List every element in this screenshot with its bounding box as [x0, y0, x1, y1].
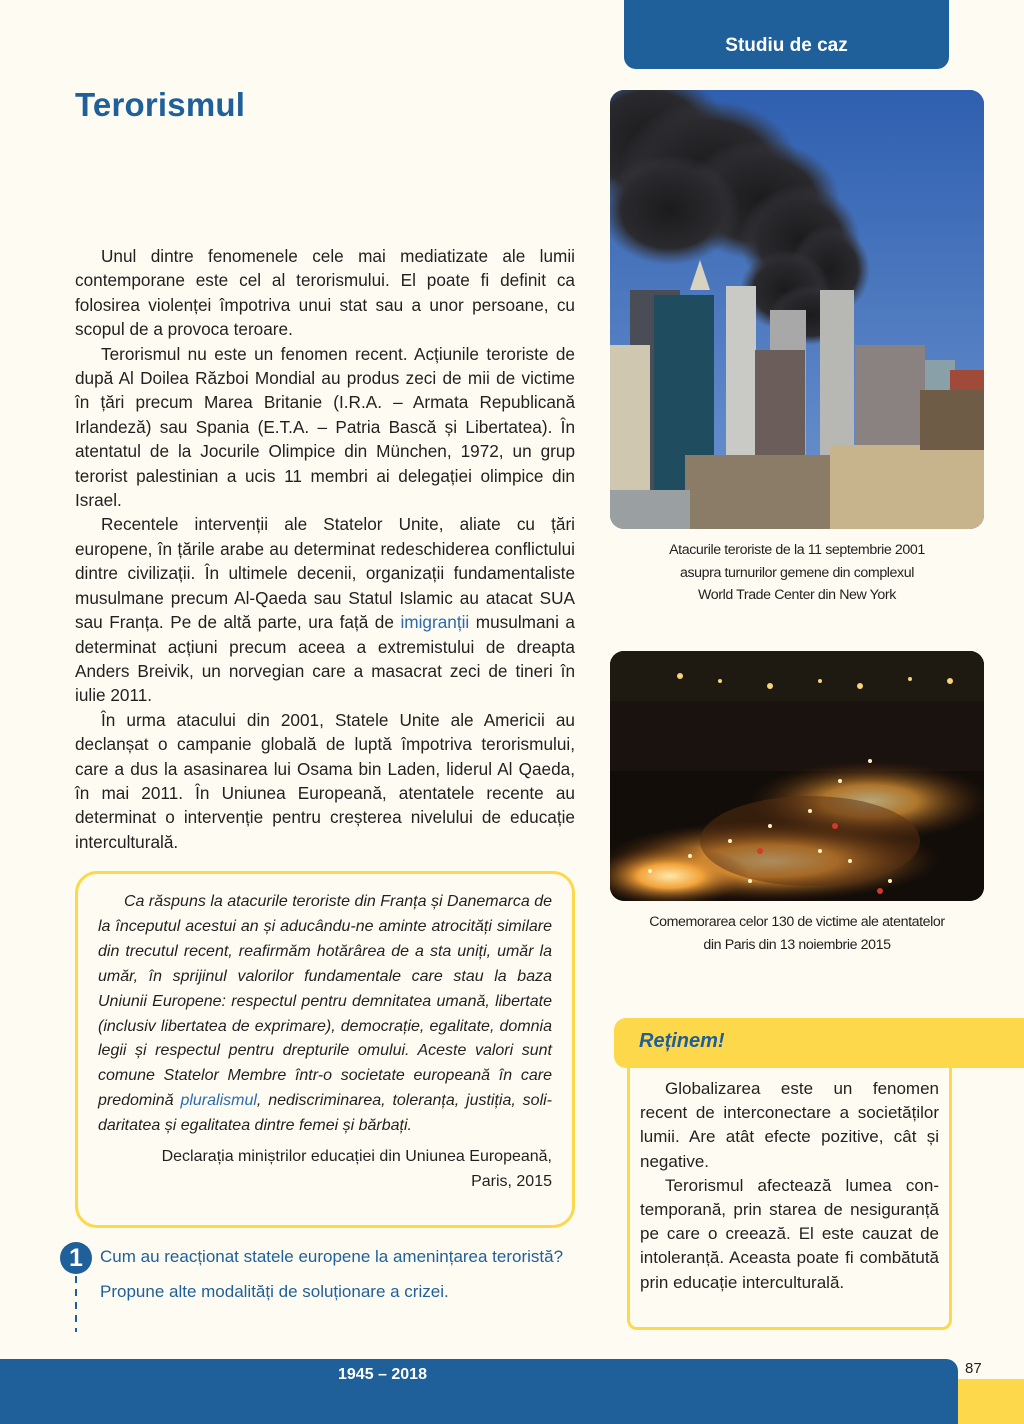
- photo-paris-memorial: [610, 651, 984, 901]
- retinem-title: Reținem!: [639, 1030, 725, 1052]
- glossary-term-imigrantii[interactable]: imigranții: [400, 612, 470, 633]
- paragraph: Unul dintre fenomenele cele mai mediatizate ale lumii contemporane este cel al terorismului. El poate fi definit ca folosirea violenței împotriva unui stat sau a unor persoane, cu scopul de a provoca teroare.: [75, 246, 575, 340]
- glossary-term-pluralismul[interactable]: pluralismul: [180, 1092, 257, 1110]
- page-number: 87: [965, 1360, 982, 1377]
- footer-period: 1945 – 2018: [338, 1366, 427, 1383]
- quote-source: Declarația miniștrilor educației din Uniunea Europeană, Paris, 2015: [161, 1148, 552, 1190]
- photo-caption: Comemorarea celor 130 de victime ale atentatelor din Paris din 13 noiembrie 2015: [649, 914, 945, 953]
- footer-accent: [958, 1379, 1024, 1424]
- section-tab-label: Studiu de caz: [725, 35, 848, 56]
- paragraph: În urma atacului din 2001, Statele Unite ale Americii au declanșat o campanie globală de luptă împotriva terorismului, care a dus la asasinarea lui Osama bin Laden, liderul Al Qaeda, în mai 2011. În Uniunea Europeană, atentatele recente au determinat o intervenție pentru creșterea nivelului de educație interculturală.: [75, 709, 575, 852]
- wtc-photo-illustration: [610, 90, 984, 529]
- paragraph: Terorismul nu este un fenomen recent. Acțiunile teroriste de după Al Doilea Război Mondial au produs zeci de mii de victime în țări precum Marea Britanie (I.R.A. – Armata Republicană Irlandeză) sau Spania (E.T.A. – Patria Bască și Libertatea). În atentatul de la Jocurile Olimpice din München, 1972, un grup terorist palestinian a ucis 11 membri ai delegației olimpice din Israel.: [75, 343, 575, 511]
- retinem-paragraph: Terorismul afectează lumea contemporană, prin starea de nesiguranță pe care o creează. El este cauzat de intoleranță. Aceasta poate fi combătută prin educație interculturală.: [640, 1175, 939, 1292]
- question-number-badge: 1: [60, 1242, 92, 1274]
- section-tab: [624, 0, 949, 69]
- photo-wtc-attack: [610, 90, 984, 529]
- paragraph: Recentele intervenții ale Statelor Unite, aliate cu țări europene, în țările arabe au determinat redeschiderea conflictului dintre civilizații. În ultimele decenii, organizații fundamentaliste musulmane precum Al-Qaeda sau Statul Islamic au atacat SUA sau Franța. Pe de altă parte, ura față de imigranții musulmani a determinat acțiuni precum aceea a extremistului de dreapta Anders Breivik, un norvegian care a masacrat zeci de tineri în iulie 2011.: [75, 514, 575, 706]
- dashed-line-icon: [75, 1276, 77, 1332]
- paris-photo-illustration: [610, 651, 984, 901]
- photo-caption: Atacurile teroriste de la 11 septembrie 2001 asupra turnurilor gemene din complexul World Trade Center din New York: [669, 542, 925, 603]
- quote-text: Ca răspuns la atacurile teroriste din Franța și Danemarca de la începutul acestui an și aducându-ne aminte atrocități similare din trecutul recent, reafirmăm hotărârea de a sta uniți, umăr la umăr, în sprijinul valorilor fundamentale care stau la baza Uniunii Europene: respectul pentru demnitatea umană, libertate (inclusiv libertatea de exprimare), democrație, egalitate, domnia legii și respectul pentru drepturile omului. Aceste valori sunt comune Statelor Membre într-o societate europeană în care predomină pluralismul, nediscriminarea, toleranța, justiția, solidaritatea și egalitatea dintre femei și bărbați.: [98, 893, 552, 1135]
- retinem-header: [614, 1018, 1024, 1068]
- main-text: [75, 244, 575, 854]
- retinem-box: [627, 1068, 952, 1330]
- question-item: Cum au reacționat statele europene la amenințarea teroristă?: [100, 1247, 564, 1266]
- retinem-paragraph: Globalizarea este un fenomen recent de interconectare a societăților lumii. Are atât efecte pozitive, cât și negative.: [640, 1079, 939, 1171]
- quote-box: [75, 871, 575, 1228]
- question-item: Propune alte modalități de soluționare a crizei.: [100, 1281, 449, 1301]
- page-title: Terorismul: [75, 86, 246, 123]
- footer-bar: [0, 1359, 958, 1424]
- question-text: [100, 1245, 574, 1304]
